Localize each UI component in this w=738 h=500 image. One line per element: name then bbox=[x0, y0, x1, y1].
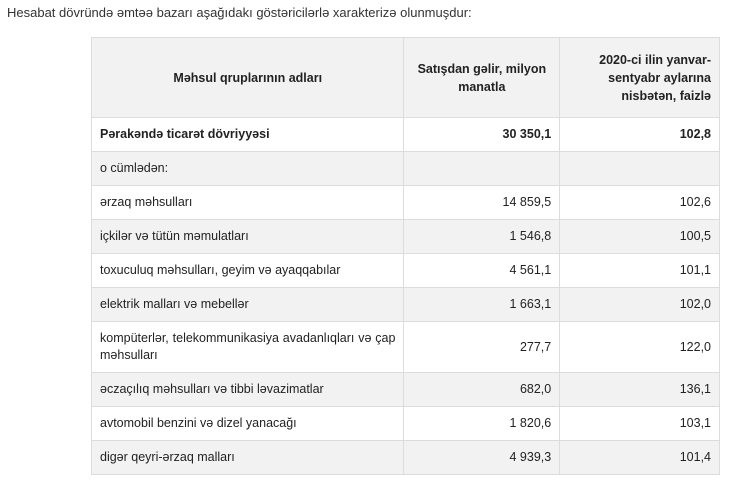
header-product-groups: Məhsul qruplarının adları bbox=[92, 38, 404, 118]
retail-trade-table bbox=[91, 37, 720, 475]
table-row bbox=[92, 220, 720, 254]
table-row bbox=[92, 322, 720, 373]
row-percent bbox=[560, 152, 720, 186]
row-percent: 101,4 bbox=[560, 441, 720, 475]
row-revenue: 1 663,1 bbox=[404, 288, 560, 322]
row-revenue: 4 939,3 bbox=[404, 441, 560, 475]
row-percent: 136,1 bbox=[560, 373, 720, 407]
row-name: kompüterlər, telekommunikasiya avadanlıqları və çap məhsulları bbox=[92, 322, 404, 373]
row-percent: 102,8 bbox=[560, 118, 720, 152]
row-name: elektrik malları və mebellər bbox=[92, 288, 404, 322]
row-revenue: 1 820,6 bbox=[404, 407, 560, 441]
row-name: Pərakəndə ticarət dövriyyəsi bbox=[92, 118, 404, 152]
table-row bbox=[92, 288, 720, 322]
row-revenue: 277,7 bbox=[404, 322, 560, 373]
row-percent: 101,1 bbox=[560, 254, 720, 288]
row-name: əczaçılıq məhsulları və tibbi ləvazimatlar bbox=[92, 373, 404, 407]
row-percent: 122,0 bbox=[560, 322, 720, 373]
table-row bbox=[92, 254, 720, 288]
row-percent: 102,0 bbox=[560, 288, 720, 322]
row-name: içkilər və tütün məmulatları bbox=[92, 220, 404, 254]
row-revenue bbox=[404, 152, 560, 186]
row-name: digər qeyri-ərzaq malları bbox=[92, 441, 404, 475]
row-percent: 100,5 bbox=[560, 220, 720, 254]
table-row bbox=[92, 118, 720, 152]
row-name: avtomobil benzini və dizel yanacağı bbox=[92, 407, 404, 441]
table-row bbox=[92, 186, 720, 220]
row-revenue: 1 546,8 bbox=[404, 220, 560, 254]
table-header-row bbox=[92, 38, 720, 118]
row-percent: 103,1 bbox=[560, 407, 720, 441]
row-revenue: 682,0 bbox=[404, 373, 560, 407]
row-revenue: 4 561,1 bbox=[404, 254, 560, 288]
row-name: toxuculuq məhsulları, geyim və ayaqqabılar bbox=[92, 254, 404, 288]
table-row bbox=[92, 373, 720, 407]
row-revenue: 14 859,5 bbox=[404, 186, 560, 220]
table-row bbox=[92, 407, 720, 441]
header-percent-change: 2020-ci ilin yanvar-sentyabr aylarına nisbətən, faizlə bbox=[560, 38, 720, 118]
row-name: ərzaq məhsulları bbox=[92, 186, 404, 220]
row-name: o cümlədən: bbox=[92, 152, 404, 186]
header-sales-revenue: Satışdan gəlir, milyon manatla bbox=[404, 38, 560, 118]
table-row bbox=[92, 152, 720, 186]
row-revenue: 30 350,1 bbox=[404, 118, 560, 152]
table-row bbox=[92, 441, 720, 475]
row-percent: 102,6 bbox=[560, 186, 720, 220]
intro-text: Hesabat dövründə əmtəə bazarı aşağıdakı göstəricilərlə xarakterizə olunmuşdur: bbox=[7, 5, 472, 20]
